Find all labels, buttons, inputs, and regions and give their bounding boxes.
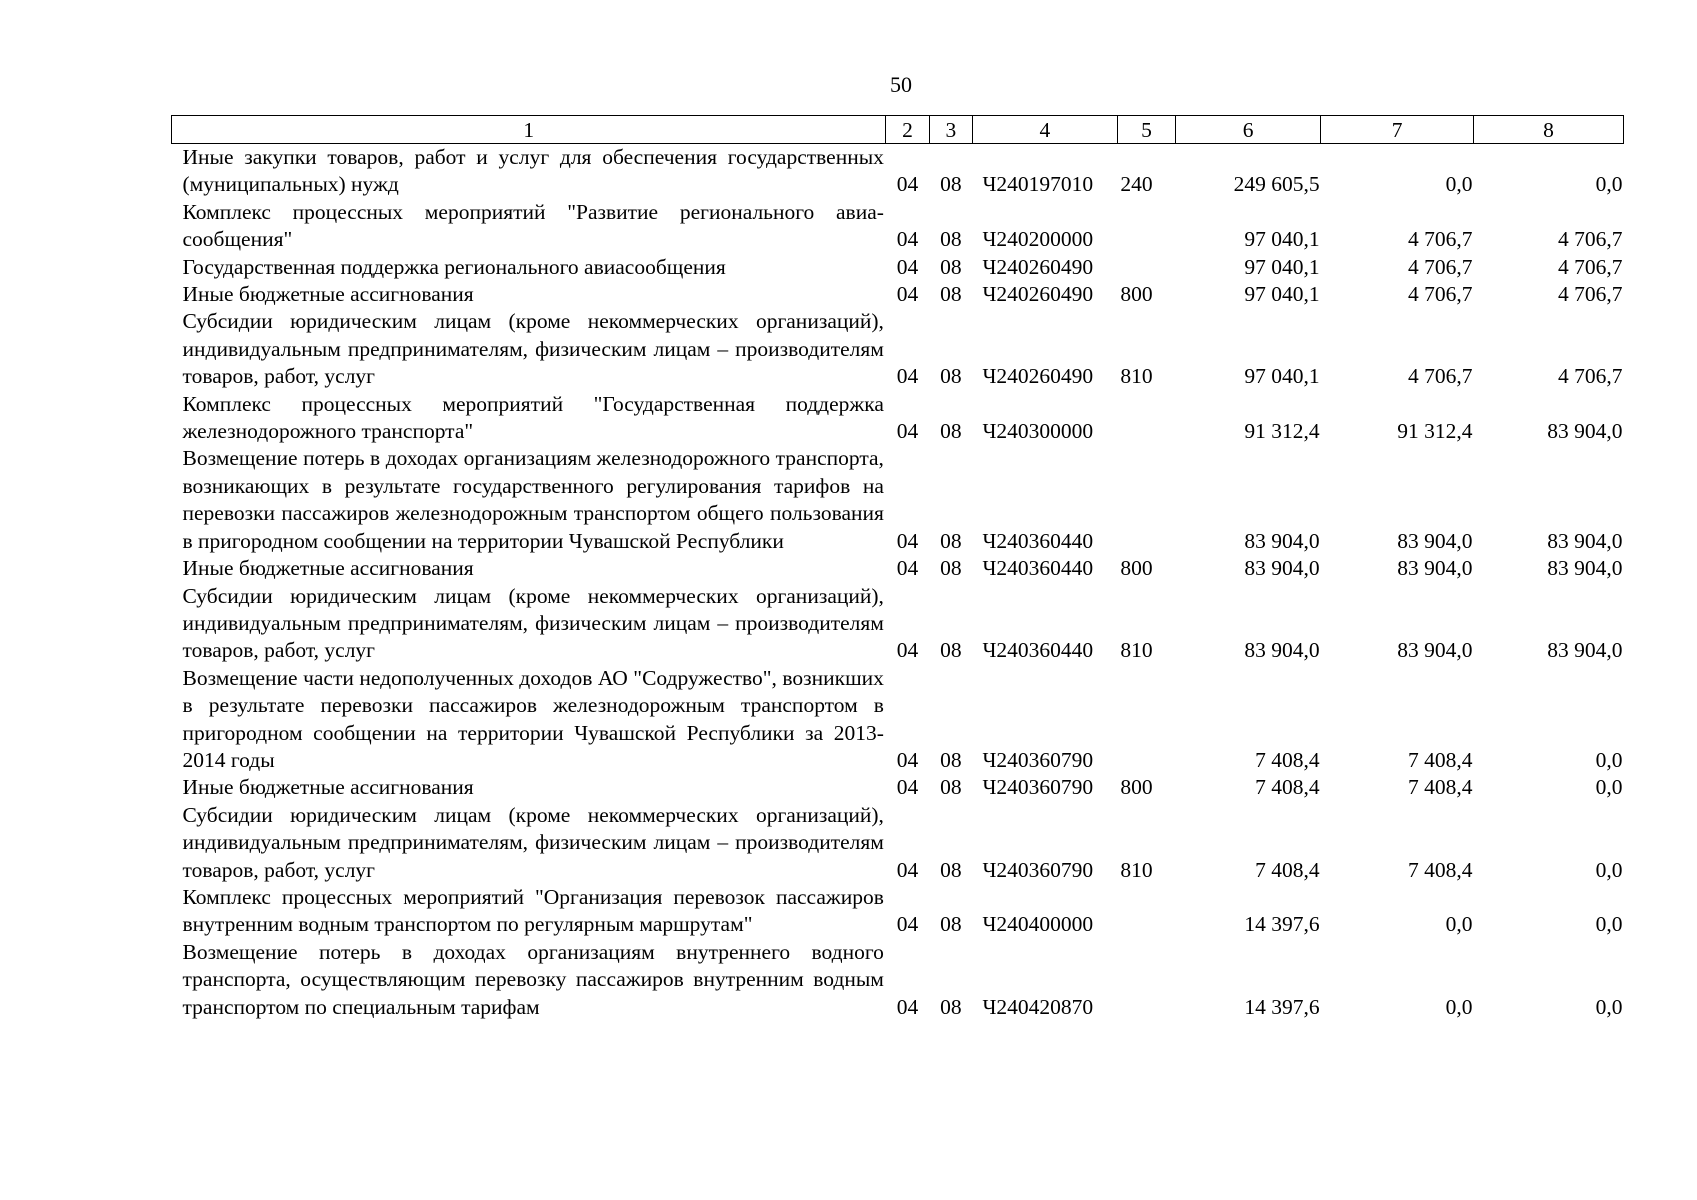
row-subsection-code: 08 <box>940 857 962 882</box>
row-amount-year-1: 7 408,4 <box>1255 857 1320 882</box>
row-subsection-code: 08 <box>940 747 962 772</box>
header-col-8: 8 <box>1474 116 1624 144</box>
table-row <box>172 774 1624 801</box>
row-name: Субсидии юридическим лицам (кроме некоммерческих организаций), индивидуальным предпринимателям, физическим лицам – производителям товаров, работ, услуг <box>182 309 884 389</box>
row-subsection-code: 08 <box>940 364 962 389</box>
header-col-5: 5 <box>1117 116 1175 144</box>
row-expense-type: 810 <box>1120 364 1153 389</box>
table-row <box>172 445 1624 555</box>
row-subsection-code: 08 <box>940 419 962 444</box>
header-col-7: 7 <box>1321 116 1474 144</box>
table-row <box>172 939 1624 1021</box>
row-amount-year-1: 83 904,0 <box>1244 556 1320 581</box>
row-name: Иные бюджетные ассигнования <box>182 775 474 800</box>
row-target-article: Ч240360440 <box>982 528 1094 553</box>
row-amount-year-2: 7 408,4 <box>1408 775 1473 800</box>
row-target-article: Ч240260490 <box>982 282 1094 307</box>
row-amount-year-2: 4 706,7 <box>1408 254 1473 279</box>
row-section-code: 04 <box>896 994 919 1019</box>
row-amount-year-2: 91 312,4 <box>1397 419 1473 444</box>
row-amount-year-3: 0,0 <box>1595 994 1623 1019</box>
row-section-code: 04 <box>896 254 919 279</box>
row-subsection-code: 08 <box>940 775 962 800</box>
row-amount-year-2: 7 408,4 <box>1408 747 1473 772</box>
row-amount-year-2: 0,0 <box>1445 912 1473 937</box>
row-target-article: Ч240260490 <box>982 254 1094 279</box>
row-amount-year-3: 83 904,0 <box>1547 528 1623 553</box>
budget-table <box>171 115 1624 1021</box>
row-expense-type: 240 <box>1120 172 1153 197</box>
table-row <box>172 583 1624 665</box>
table-row <box>172 199 1624 254</box>
row-subsection-code: 08 <box>940 912 962 937</box>
row-subsection-code: 08 <box>940 282 962 307</box>
table-row <box>172 144 1624 199</box>
row-target-article: Ч240360790 <box>982 857 1094 882</box>
row-amount-year-3: 83 904,0 <box>1547 556 1623 581</box>
row-expense-type <box>1117 199 1175 254</box>
header-col-2: 2 <box>886 116 929 144</box>
row-target-article: Ч240300000 <box>982 419 1094 444</box>
row-amount-year-1: 83 904,0 <box>1244 528 1320 553</box>
row-target-article: Ч240360440 <box>982 638 1094 663</box>
row-amount-year-1: 7 408,4 <box>1255 747 1320 772</box>
row-expense-type: 800 <box>1120 282 1153 307</box>
row-amount-year-2: 83 904,0 <box>1397 556 1473 581</box>
header-row <box>172 116 1624 144</box>
table-header <box>172 116 1624 144</box>
row-name: Возмещение части недополученных доходов АО "Содружество", возникших в результате перевозки пассажиров железнодорожным транспортом в пригородном сообщении на территории Чувашской Республики за 2013-2014 годы <box>182 665 884 772</box>
table-row <box>172 281 1624 308</box>
row-amount-year-3: 4 706,7 <box>1558 364 1623 389</box>
row-amount-year-2: 7 408,4 <box>1408 857 1473 882</box>
row-amount-year-3: 83 904,0 <box>1547 638 1623 663</box>
row-amount-year-1: 14 397,6 <box>1244 994 1320 1019</box>
row-amount-year-1: 249 605,5 <box>1233 172 1320 197</box>
row-name: Субсидии юридическим лицам (кроме некоммерческих организаций), индивидуальным предпринимателям, физическим лицам – производителям товаров, работ, услуг <box>182 583 884 663</box>
row-amount-year-3: 0,0 <box>1595 912 1623 937</box>
row-amount-year-3: 4 706,7 <box>1558 282 1623 307</box>
row-amount-year-1: 97 040,1 <box>1244 282 1320 307</box>
row-amount-year-1: 97 040,1 <box>1244 254 1320 279</box>
row-target-article: Ч240360440 <box>982 556 1094 581</box>
row-subsection-code: 08 <box>940 556 962 581</box>
row-amount-year-3: 0,0 <box>1595 172 1623 197</box>
header-col-1: 1 <box>172 116 886 144</box>
row-subsection-code: 08 <box>940 172 962 197</box>
row-target-article: Ч240420870 <box>982 994 1094 1019</box>
row-name: Иные бюджетные ассигнования <box>182 556 474 581</box>
row-amount-year-1: 14 397,6 <box>1244 912 1320 937</box>
row-amount-year-3: 0,0 <box>1595 747 1623 772</box>
row-target-article: Ч240260490 <box>982 364 1094 389</box>
row-amount-year-3: 4 706,7 <box>1558 254 1623 279</box>
row-subsection-code: 08 <box>940 227 962 252</box>
row-subsection-code: 08 <box>940 254 962 279</box>
row-amount-year-1: 83 904,0 <box>1244 638 1320 663</box>
table-row <box>172 665 1624 775</box>
row-section-code: 04 <box>896 775 919 800</box>
row-amount-year-2: 0,0 <box>1445 994 1473 1019</box>
row-amount-year-3: 83 904,0 <box>1547 419 1623 444</box>
row-section-code: 04 <box>896 364 919 389</box>
row-name: Иные бюджетные ассигнования <box>182 282 474 307</box>
row-name: Комплекс процессных мероприятий "Организация перевозок пассажиров внутренним водным транспортом по регулярным маршрутам" <box>182 884 884 937</box>
row-expense-type <box>1117 445 1175 555</box>
row-name: Возмещение потерь в доходах организациям железнодорожного транспорта, возникающих в результате государственного регулирования тарифов на перевозки пассажиров железнодорожным транспортом общего пользования в пригородном сообщении на территории Чувашской Республики <box>182 446 884 553</box>
header-col-4: 4 <box>972 116 1117 144</box>
row-section-code: 04 <box>896 282 919 307</box>
row-name: Комплекс процессных мероприятий "Развитие регионального авиасообщения" <box>182 199 884 252</box>
row-amount-year-3: 0,0 <box>1595 857 1623 882</box>
row-section-code: 04 <box>896 556 919 581</box>
row-amount-year-2: 4 706,7 <box>1408 227 1473 252</box>
row-section-code: 04 <box>896 528 919 553</box>
row-target-article: Ч240360790 <box>982 775 1094 800</box>
row-section-code: 04 <box>896 747 919 772</box>
row-expense-type: 810 <box>1120 857 1153 882</box>
row-expense-type <box>1117 884 1175 939</box>
row-amount-year-2: 4 706,7 <box>1408 364 1473 389</box>
row-section-code: 04 <box>896 419 919 444</box>
table-row <box>172 555 1624 582</box>
row-amount-year-1: 91 312,4 <box>1244 419 1320 444</box>
row-subsection-code: 08 <box>940 528 962 553</box>
row-target-article: Ч240360790 <box>982 747 1094 772</box>
row-amount-year-1: 97 040,1 <box>1244 364 1320 389</box>
row-subsection-code: 08 <box>940 638 962 663</box>
row-subsection-code: 08 <box>940 994 962 1019</box>
row-expense-type <box>1117 939 1175 1021</box>
row-section-code: 04 <box>896 227 919 252</box>
row-amount-year-3: 4 706,7 <box>1558 227 1623 252</box>
header-col-3: 3 <box>929 116 972 144</box>
table-body <box>172 144 1624 1022</box>
row-target-article: Ч240200000 <box>982 227 1094 252</box>
table-row <box>172 884 1624 939</box>
row-expense-type <box>1117 391 1175 446</box>
row-amount-year-2: 83 904,0 <box>1397 638 1473 663</box>
row-expense-type: 800 <box>1120 775 1153 800</box>
row-amount-year-2: 4 706,7 <box>1408 282 1473 307</box>
row-expense-type: 810 <box>1120 638 1153 663</box>
row-section-code: 04 <box>896 638 919 663</box>
row-name: Иные закупки товаров, работ и услуг для обеспечения государственных (муниципальных) нужд <box>182 145 884 197</box>
row-section-code: 04 <box>896 857 919 882</box>
row-section-code: 04 <box>896 912 919 937</box>
row-amount-year-3: 0,0 <box>1595 775 1623 800</box>
table-row <box>172 308 1624 390</box>
row-amount-year-2: 0,0 <box>1445 172 1473 197</box>
table-row <box>172 802 1624 884</box>
row-name: Комплекс процессных мероприятий "Государственная поддержка железнодорожного транспорта" <box>182 391 884 444</box>
row-name: Субсидии юридическим лицам (кроме некоммерческих организаций), индивидуальным предпринимателям, физическим лицам – производителям товаров, работ, услуг <box>182 802 884 882</box>
row-amount-year-2: 83 904,0 <box>1397 528 1473 553</box>
table-row <box>172 254 1624 281</box>
row-amount-year-1: 7 408,4 <box>1255 775 1320 800</box>
row-target-article: Ч240197010 <box>982 172 1094 197</box>
page-number: 50 <box>890 72 912 97</box>
row-expense-type: 800 <box>1120 556 1153 581</box>
row-amount-year-1: 97 040,1 <box>1244 227 1320 252</box>
table-row <box>172 391 1624 446</box>
row-name: Государственная поддержка регионального авиасообщения <box>182 254 726 279</box>
row-target-article: Ч240400000 <box>982 912 1094 937</box>
row-section-code: 04 <box>896 172 919 197</box>
row-name: Возмещение потерь в доходах организациям внутреннего водного транспорта, осуществляющим перевозку пассажиров внутренним водным транспортом по специальным тарифам <box>182 939 884 1019</box>
row-expense-type <box>1117 254 1175 281</box>
header-col-6: 6 <box>1176 116 1321 144</box>
row-expense-type <box>1117 665 1175 775</box>
